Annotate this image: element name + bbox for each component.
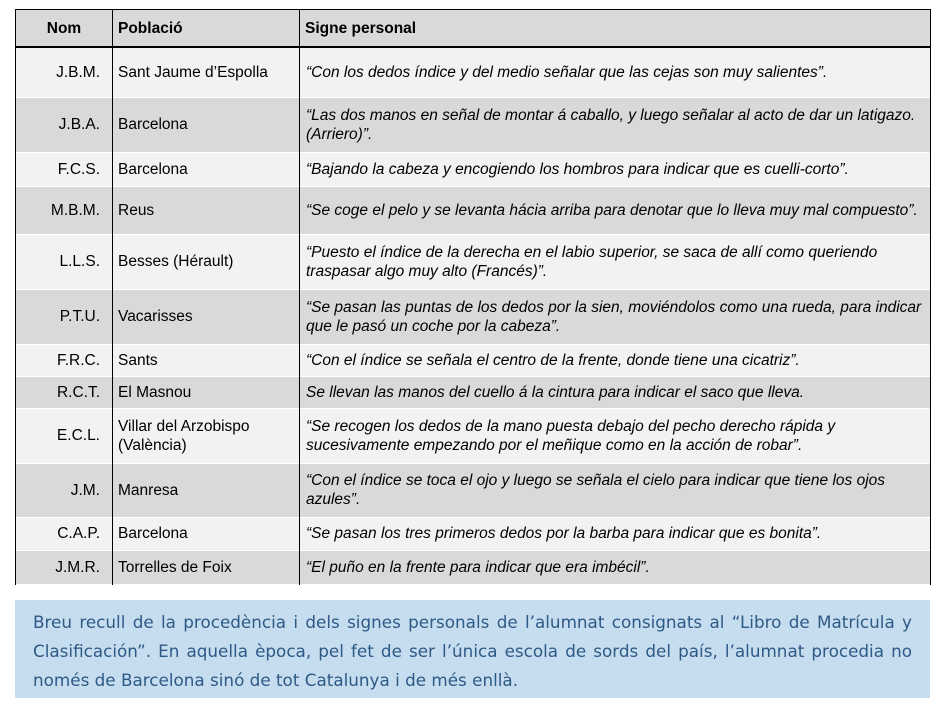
cell-poblacio: Villar del Arzobispo (València) <box>113 408 300 463</box>
cell-poblacio: Sant Jaume d’Espolla <box>113 47 300 97</box>
table-row <box>16 97 931 152</box>
cell-signe: “Se coge el pelo y se levanta hácia arriba para denotar que lo lleva muy mal compuesto”. <box>300 186 931 234</box>
cell-nom: P.T.U. <box>16 289 113 344</box>
cell-signe: “Se pasan los tres primeros dedos por la barba para indicar que es bonita”. <box>300 517 931 550</box>
caption-box <box>15 600 930 698</box>
cell-poblacio: Barcelona <box>113 97 300 152</box>
cell-poblacio: Manresa <box>113 463 300 517</box>
cell-poblacio: Reus <box>113 186 300 234</box>
cell-poblacio: Sants <box>113 344 300 376</box>
table-row <box>16 47 931 97</box>
header-nom: Nom <box>16 10 113 48</box>
cell-nom: J.B.A. <box>16 97 113 152</box>
cell-signe: “Se recogen los dedos de la mano puesta debajo del pecho derecho rápida y sucesivamente empezando por el meñique como en la acción de robar”. <box>300 408 931 463</box>
cell-poblacio: Barcelona <box>113 517 300 550</box>
table-row <box>16 550 931 584</box>
cell-nom: M.B.M. <box>16 186 113 234</box>
header-poblacio: Població <box>113 10 300 48</box>
cell-nom: E.C.L. <box>16 408 113 463</box>
cell-signe: “Bajando la cabeza y encogiendo los hombros para indicar que es cuelli-corto”. <box>300 152 931 186</box>
caption-text: Breu recull de la procedència i dels signes personals de l’alumnat consignats al “Libro de Matrícula y Clasificación”. En aquella època, pel fet de ser l’única escola de sords del país, l’alumnat procedia no només de Barcelona sinó de tot Catalunya i de més enllà. <box>33 612 912 690</box>
cell-poblacio: El Masnou <box>113 376 300 408</box>
students-signs-table <box>15 9 931 585</box>
cell-poblacio: Vacarisses <box>113 289 300 344</box>
cell-signe: “Se pasan las puntas de los dedos por la sien, moviéndolos como una rueda, para indicar que le pasó un coche por la cabeza”. <box>300 289 931 344</box>
cell-nom: R.C.T. <box>16 376 113 408</box>
table-row <box>16 376 931 408</box>
cell-nom: J.B.M. <box>16 47 113 97</box>
cell-nom: J.M.R. <box>16 550 113 584</box>
cell-poblacio: Barcelona <box>113 152 300 186</box>
cell-signe: “El puño en la frente para indicar que era imbécil”. <box>300 550 931 584</box>
table-row <box>16 344 931 376</box>
cell-nom: F.R.C. <box>16 344 113 376</box>
cell-poblacio: Torrelles de Foix <box>113 550 300 584</box>
cell-signe: “Con el índice se toca el ojo y luego se señala el cielo para indicar que tiene los ojos azules”. <box>300 463 931 517</box>
cell-nom: J.M. <box>16 463 113 517</box>
table-row <box>16 408 931 463</box>
table-row <box>16 234 931 289</box>
cell-signe: “Con los dedos índice y del medio señalar que las cejas son muy salientes”. <box>300 47 931 97</box>
cell-nom: C.A.P. <box>16 517 113 550</box>
table-row <box>16 186 931 234</box>
cell-poblacio: Besses (Hérault) <box>113 234 300 289</box>
table-row <box>16 517 931 550</box>
table-row <box>16 463 931 517</box>
cell-signe: “Las dos manos en señal de montar á caballo, y luego señalar al acto de dar un latigazo. (Arriero)”. <box>300 97 931 152</box>
table-row <box>16 152 931 186</box>
table-header-row <box>16 10 931 48</box>
cell-signe: “Puesto el índice de la derecha en el labio superior, se saca de allí como queriendo traspasar algo muy alto (Francés)”. <box>300 234 931 289</box>
table-row <box>16 289 931 344</box>
cell-nom: F.C.S. <box>16 152 113 186</box>
cell-signe: “Con el índice se señala el centro de la frente, donde tiene una cicatriz”. <box>300 344 931 376</box>
header-signe-personal: Signe personal <box>300 10 931 48</box>
cell-nom: L.L.S. <box>16 234 113 289</box>
cell-signe: Se llevan las manos del cuello á la cintura para indicar el saco que lleva. <box>300 376 931 408</box>
